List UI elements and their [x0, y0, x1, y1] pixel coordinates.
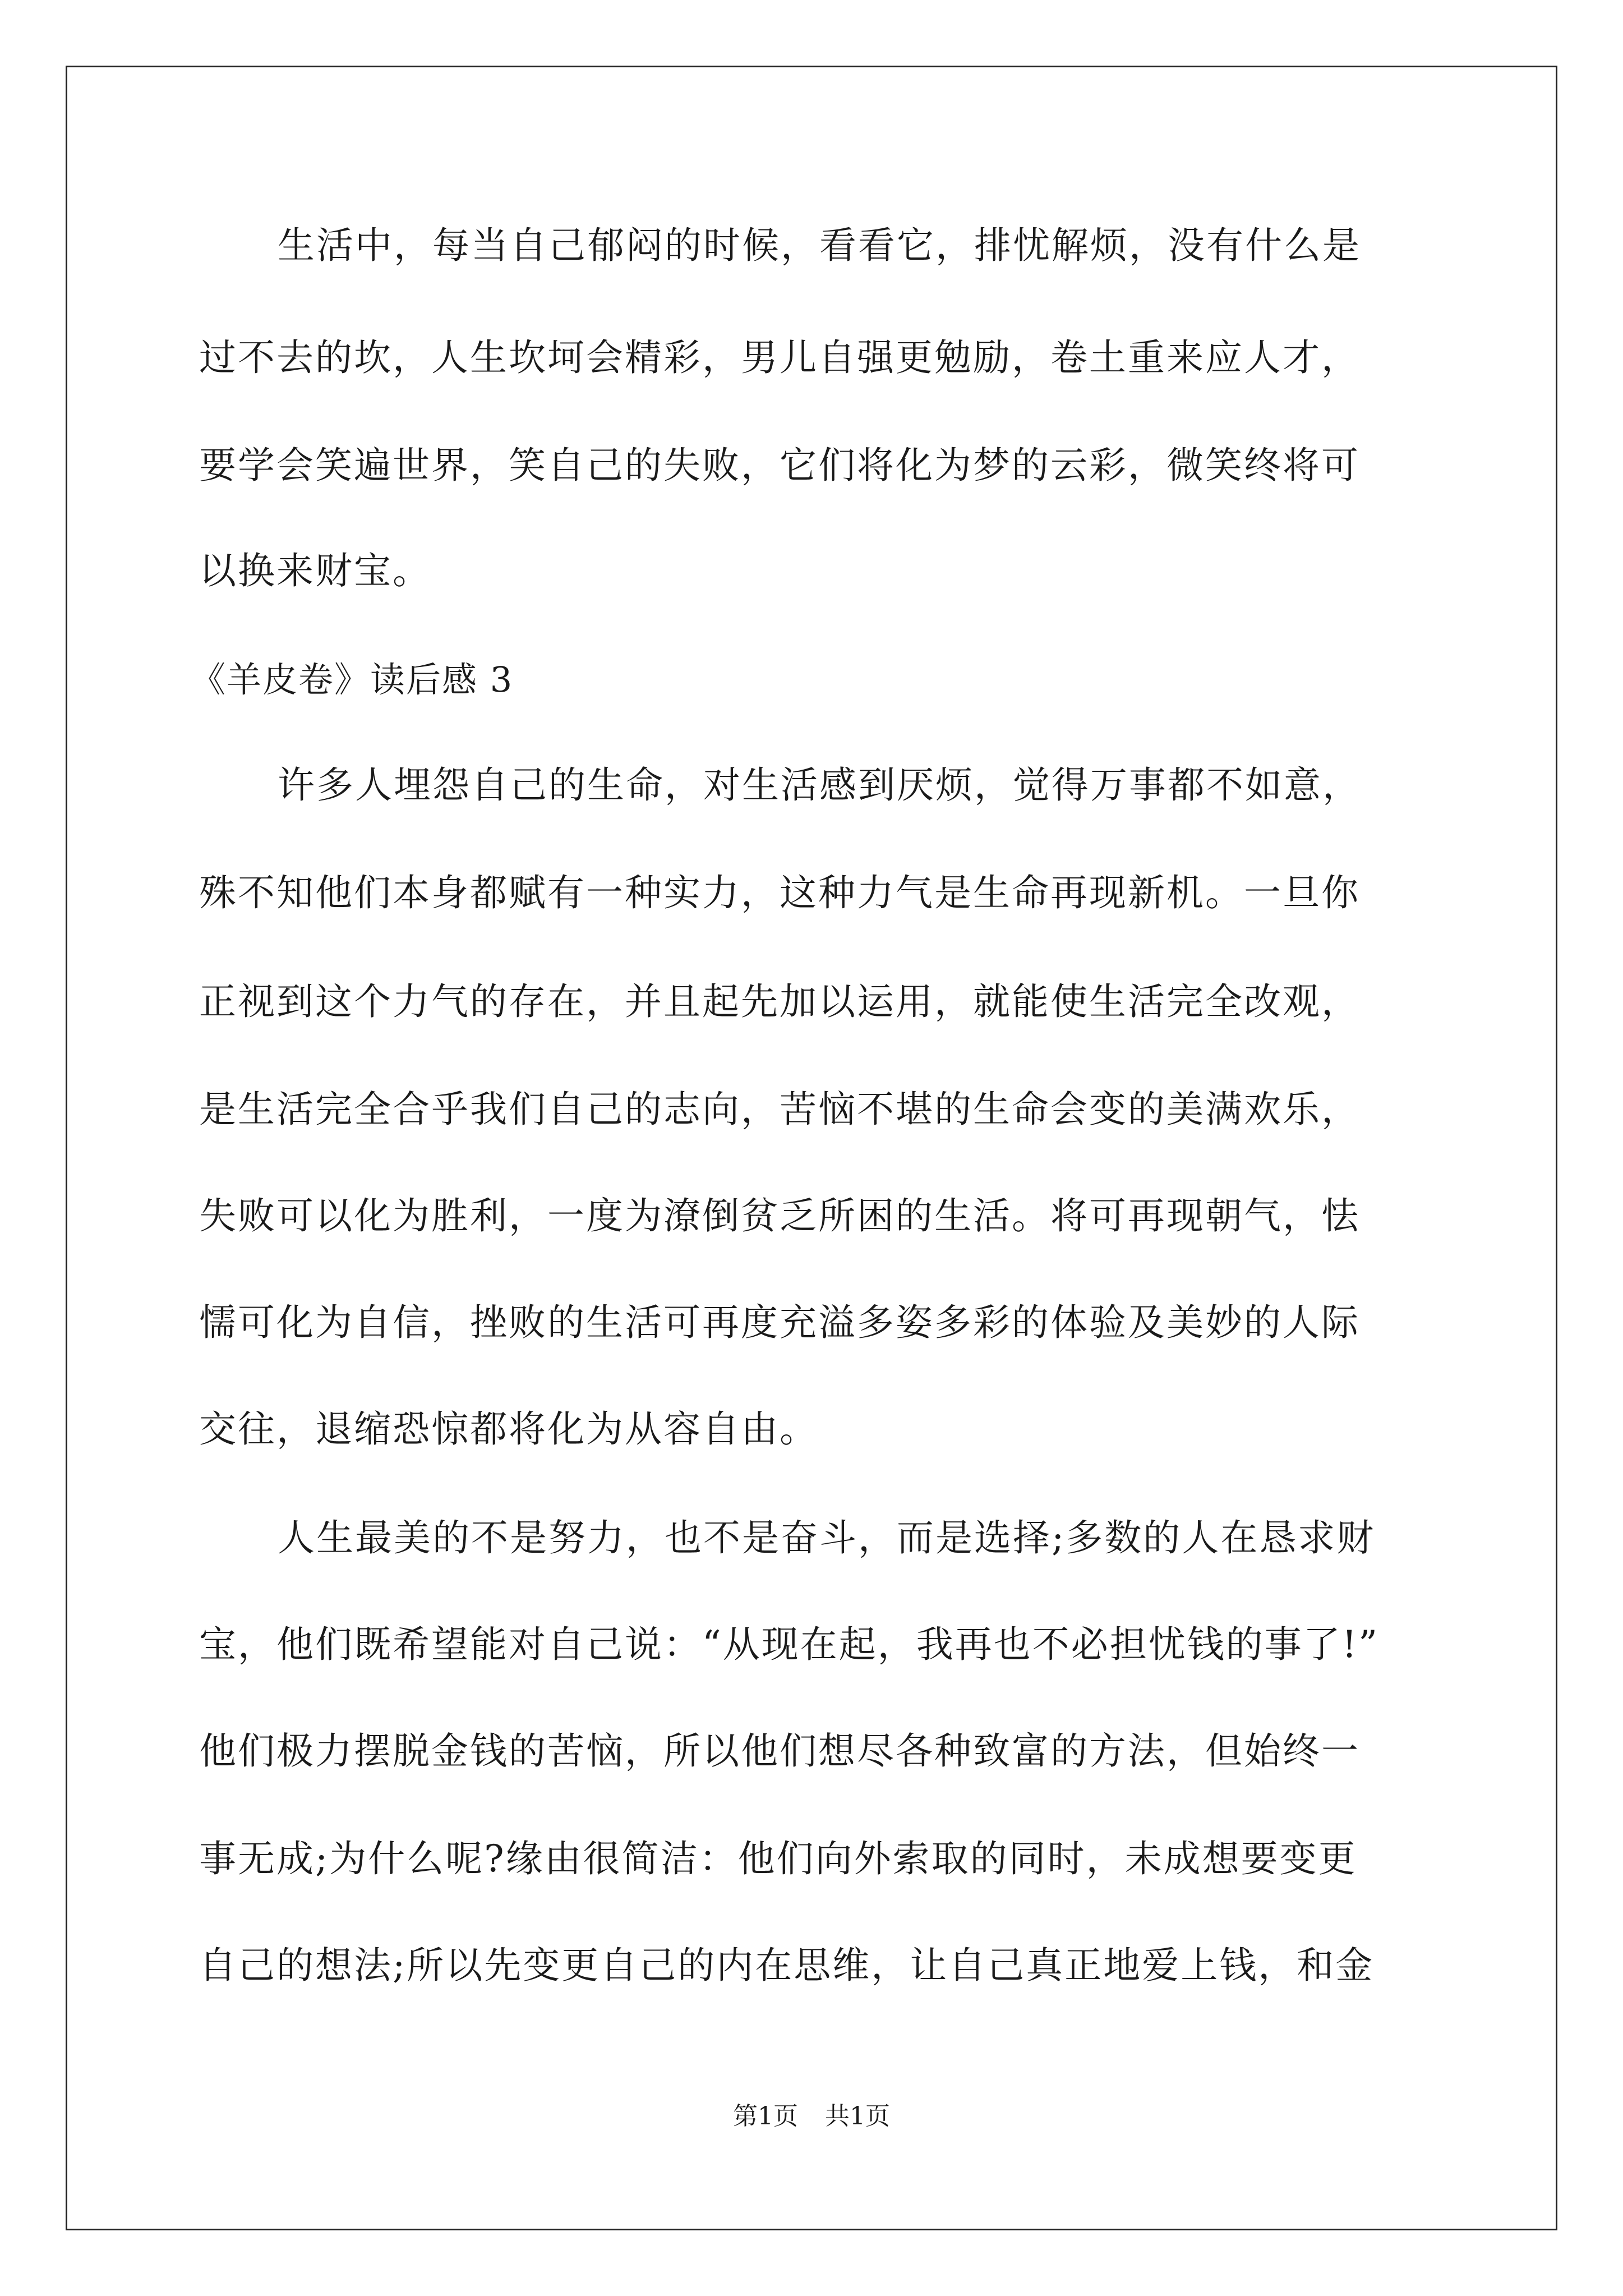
paragraph-2-line-6: 懦可化为自信，挫败的生活可再度充溢多姿多彩的体验及美妙的人际: [199, 1301, 1360, 1344]
paragraph-1-line-1: 生活中，每当自己郁闷的时候，看看它，排忧解烦，没有什么是: [278, 224, 1361, 267]
paragraph-2-line-3: 正视到这个力气的存在，并且起先加以运用，就能使生活完全改观，: [199, 980, 1360, 1023]
page-number-current: 第1页: [733, 2102, 798, 2131]
page-border: [66, 66, 1557, 2230]
paragraph-3-line-2: 宝，他们既希望能对自己说：“从现在起，我再也不必担忧钱的事了!”: [199, 1623, 1380, 1666]
paragraph-2-line-5: 失败可以化为胜利，一度为潦倒贫乏所困的生活。将可再现朝气，怯: [199, 1194, 1360, 1237]
paragraph-3-line-1: 人生最美的不是努力，也不是奋斗，而是选择;多数的人在恳求财: [278, 1516, 1376, 1559]
paragraph-2-line-7: 交往，退缩恐惊都将化为从容自由。: [199, 1407, 818, 1451]
page-footer: [0, 2101, 1623, 2132]
paragraph-3-line-5: 自己的想法;所以先变更自己的内在思维，让自己真正地爱上钱，和金: [199, 1944, 1375, 1987]
paragraph-2-line-1: 许多人埋怨自己的生命，对生活感到厌烦，觉得万事都不如意，: [278, 763, 1361, 807]
paragraph-2-line-2: 殊不知他们本身都赋有一种实力，这种力气是生命再现新机。一旦你: [199, 871, 1360, 914]
paragraph-1-line-2: 过不去的坎，人生坎坷会精彩，男儿自强更勉励，卷土重来应人才，: [199, 336, 1360, 379]
paragraph-2-line-4: 是生活完全合乎我们自己的志向，苦恼不堪的生命会变的美满欢乐，: [199, 1088, 1360, 1131]
paragraph-3-line-3: 他们极力摆脱金钱的苦恼，所以他们想尽各种致富的方法，但始终一: [199, 1729, 1360, 1773]
section-heading: 《羊皮卷》读后感 3: [191, 659, 514, 700]
page-number-total: 共1页: [825, 2102, 890, 2131]
paragraph-1-line-3: 要学会笑遍世界，笑自己的失败，它们将化为梦的云彩，微笑终将可: [199, 444, 1360, 487]
paragraph-1-line-4: 以换来财宝。: [199, 549, 431, 592]
paragraph-3-line-4: 事无成;为什么呢?缘由很简洁：他们向外索取的同时，未成想要变更: [199, 1837, 1357, 1880]
